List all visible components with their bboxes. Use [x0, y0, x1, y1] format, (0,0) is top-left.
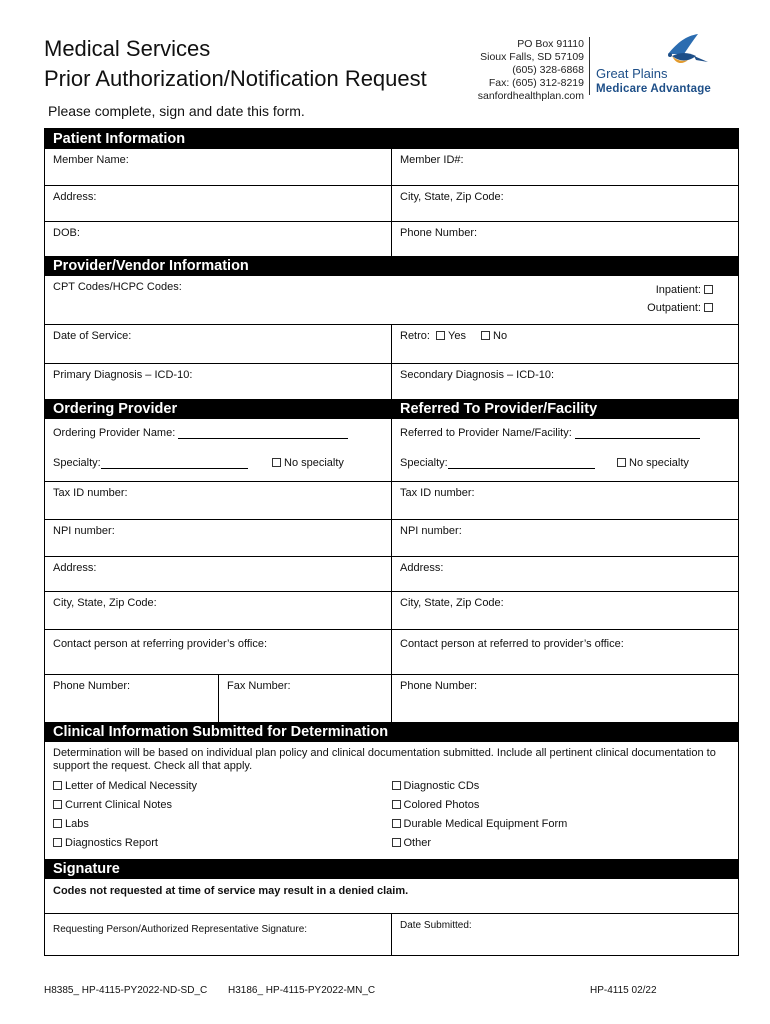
ordering-npi-label: NPI number: — [53, 525, 115, 537]
ordering-tax-id-label: Tax ID number: — [53, 487, 128, 499]
member-id-field[interactable] — [392, 149, 738, 185]
ordering-npi-field[interactable] — [45, 520, 392, 556]
referred-npi-label: NPI number: — [400, 525, 462, 537]
contact-website: sanfordhealthplan.com — [477, 90, 584, 102]
section-provider-vendor: Provider/Vendor Information — [45, 256, 738, 276]
referred-address-field[interactable] — [392, 557, 738, 591]
ordering-city-label: City, State, Zip Code: — [53, 597, 157, 609]
checklist-item[interactable] — [53, 834, 392, 853]
contact-phone: (605) 328-6868 — [512, 64, 584, 76]
letter-of-medical-necessity-label: Letter of Medical Necessity — [65, 780, 198, 792]
prior-auth-form — [44, 128, 739, 956]
ordering-specialty-field[interactable] — [45, 451, 392, 481]
primary-diagnosis-field[interactable] — [45, 364, 392, 399]
checkbox[interactable] — [53, 838, 62, 847]
member-id-label: Member ID#: — [400, 154, 464, 166]
referred-provider-name-label: Referred to Provider Name/Facility: — [400, 427, 572, 439]
ordering-phone-field[interactable] — [45, 675, 219, 722]
referred-phone-field[interactable] — [392, 675, 738, 722]
ordering-no-specialty-checkbox[interactable] — [272, 458, 281, 467]
ordering-specialty-label: Specialty: — [53, 457, 101, 469]
referred-specialty-label: Specialty: — [400, 457, 448, 469]
retro-no-label: No — [493, 330, 508, 342]
date-of-service-field[interactable] — [45, 325, 392, 363]
outpatient-checkbox[interactable] — [704, 303, 713, 312]
signature-label: Requesting Person/Authorized Representative Signature: — [53, 924, 308, 935]
referred-npi-field[interactable] — [392, 520, 738, 556]
other-label: Other — [403, 837, 432, 849]
patient-city-field[interactable] — [392, 186, 738, 221]
referred-tax-id-label: Tax ID number: — [400, 487, 475, 499]
ordering-tax-id-field[interactable] — [45, 482, 392, 519]
patient-phone-label: Phone Number: — [400, 227, 478, 239]
primary-diagnosis-label: Primary Diagnosis – ICD-10: — [53, 369, 193, 381]
checklist-item[interactable] — [392, 815, 731, 834]
referred-specialty-field[interactable] — [392, 451, 738, 481]
contact-info — [478, 38, 584, 103]
referred-phone-label: Phone Number: — [400, 680, 478, 692]
date-submitted-field[interactable] — [392, 914, 738, 955]
contact-fax: Fax: (605) 312-8219 — [488, 77, 584, 89]
checklist-item[interactable] — [392, 834, 731, 853]
retro-field — [392, 325, 738, 363]
retro-yes-checkbox[interactable] — [436, 331, 445, 340]
ordering-provider-name-label: Ordering Provider Name: — [53, 427, 176, 439]
ordering-address-field[interactable] — [45, 557, 392, 591]
member-name-label: Member Name: — [53, 154, 129, 166]
denied-claim-warning: Codes not requested at time of service may result in a denied claim. — [53, 885, 409, 897]
company-logo — [596, 32, 716, 98]
secondary-diagnosis-field[interactable] — [392, 364, 738, 399]
referred-contact-label: Contact person at referred to provider’s office: — [400, 638, 624, 650]
outpatient-label: Outpatient: — [647, 302, 701, 314]
section-ordering-provider: Ordering Provider — [53, 401, 178, 417]
retro-label: Retro: — [400, 330, 430, 342]
section-clinical-information: Clinical Information Submitted for Determination — [45, 722, 738, 742]
section-ordering-referred — [45, 399, 738, 419]
patient-city-label: City, State, Zip Code: — [400, 191, 504, 203]
section-referred-provider: Referred To Provider/Facility — [400, 401, 598, 417]
retro-no-checkbox[interactable] — [481, 331, 490, 340]
clinical-description: Determination will be based on individual plan policy and clinical documentation submitted. Include all pertinent clinical documentation to support the request. Check all that apply. — [53, 747, 716, 772]
cpt-codes-label: CPT Codes/HCPC Codes: — [53, 281, 182, 293]
referred-provider-name-field[interactable] — [392, 419, 738, 451]
section-signature: Signature — [45, 859, 738, 879]
patient-address-label: Address: — [53, 191, 97, 203]
ordering-phone-label: Phone Number: — [53, 680, 131, 692]
ordering-address-label: Address: — [53, 562, 97, 574]
footer-code-2: H3186_ HP-4115-PY2022-MN_C — [228, 985, 376, 996]
checklist-item[interactable] — [53, 796, 392, 815]
contact-po-box: PO Box 91110 — [517, 38, 584, 50]
page-title — [44, 34, 427, 94]
signature-field[interactable] — [45, 914, 392, 955]
secondary-diagnosis-label: Secondary Diagnosis – ICD-10: — [400, 369, 555, 381]
date-submitted-label: Date Submitted: — [400, 920, 472, 931]
ordering-provider-name-field[interactable] — [45, 419, 392, 451]
ordering-contact-label: Contact person at referring provider’s office: — [53, 638, 268, 650]
ordering-contact-field[interactable] — [45, 630, 392, 674]
referred-address-label: Address: — [400, 562, 444, 574]
checkbox[interactable] — [53, 819, 62, 828]
ordering-no-specialty-label: No specialty — [284, 457, 344, 469]
ordering-city-field[interactable] — [45, 592, 392, 629]
checkbox[interactable] — [392, 838, 401, 847]
referred-contact-field[interactable] — [392, 630, 738, 674]
dme-form-label: Durable Medical Equipment Form — [403, 818, 568, 830]
ordering-fax-label: Fax Number: — [227, 680, 291, 692]
contact-city: Sioux Falls, SD 57109 — [480, 51, 584, 63]
dob-label: DOB: — [53, 227, 80, 239]
checklist-item[interactable] — [392, 777, 731, 796]
patient-address-field[interactable] — [45, 186, 392, 221]
checklist-item[interactable] — [53, 815, 392, 834]
current-clinical-notes-label: Current Clinical Notes — [65, 799, 172, 811]
date-of-service-label: Date of Service: — [53, 330, 132, 342]
checkbox[interactable] — [392, 819, 401, 828]
referred-no-specialty-checkbox[interactable] — [617, 458, 626, 467]
title-line-2: Prior Authorization/Notification Request — [44, 66, 427, 91]
member-name-field[interactable] — [45, 149, 392, 185]
retro-yes-label: Yes — [448, 330, 466, 342]
diagnostics-report-label: Diagnostics Report — [65, 837, 158, 849]
checkbox[interactable] — [53, 781, 62, 790]
logo-text-great-plains: Great Plains — [596, 66, 668, 81]
header-divider — [589, 37, 590, 95]
clinical-checklist — [45, 775, 738, 859]
checklist-item[interactable] — [53, 777, 392, 796]
checkbox[interactable] — [392, 800, 401, 809]
logo-text-medicare: Medicare Advantage — [596, 83, 712, 95]
colored-photos-label: Colored Photos — [403, 799, 480, 811]
ordering-fax-field[interactable] — [219, 675, 392, 722]
dob-field[interactable] — [45, 222, 392, 256]
footer-code-1: H8385_ HP-4115-PY2022-ND-SD_C — [44, 985, 208, 996]
diagnostic-cds-label: Diagnostic CDs — [403, 780, 480, 792]
referred-city-field[interactable] — [392, 592, 738, 629]
checkbox[interactable] — [53, 800, 62, 809]
inpatient-label: Inpatient: — [655, 284, 701, 296]
section-patient-information: Patient Information — [45, 129, 738, 149]
footer-form-id: HP-4115 02/22 — [590, 985, 657, 996]
patient-phone-field[interactable] — [392, 222, 738, 256]
checklist-item[interactable] — [392, 796, 731, 815]
referred-no-specialty-label: No specialty — [629, 457, 689, 469]
cpt-codes-field[interactable] — [45, 276, 738, 324]
instructions: Please complete, sign and date this form. — [48, 103, 305, 119]
checkbox[interactable] — [392, 781, 401, 790]
labs-label: Labs — [65, 818, 89, 830]
referred-city-label: City, State, Zip Code: — [400, 597, 504, 609]
title-line-1: Medical Services — [44, 36, 211, 61]
referred-tax-id-field[interactable] — [392, 482, 738, 519]
inpatient-checkbox[interactable] — [704, 285, 713, 294]
